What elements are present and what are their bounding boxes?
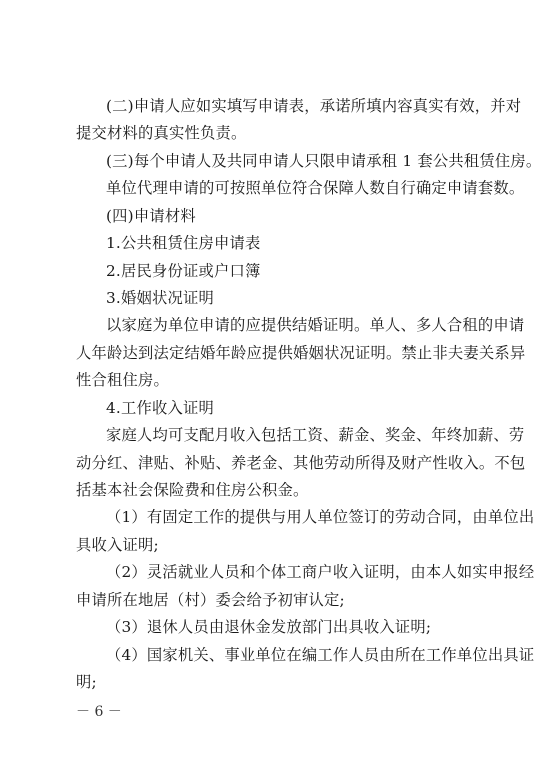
paragraph-line: （3）退休人员由退休金发放部门出具收入证明; [106, 618, 432, 636]
paragraph-line: 括基本社会保险费和住房公积金。 [76, 481, 309, 499]
paragraph-line: （4）国家机关、事业单位在编工作人员由所在工作单位出具证 [106, 646, 535, 664]
page-number: － 6 － [76, 704, 122, 720]
paragraph-line: 单位代理申请的可按照单位符合保障人数自行确定申请套数。 [106, 179, 525, 197]
paragraph-line: (三)每个申请人及共同申请人只限申请承租 1 套公共租赁住房。 [106, 152, 542, 170]
paragraph-line: (二)申请人应如实填写申请表，承诺所填内容真实有效，并对 [106, 97, 522, 115]
paragraph-line: 性合租住房。 [76, 371, 169, 389]
paragraph-line: 提交材料的真实性负责。 [76, 124, 247, 142]
list-item: 4.工作收入证明 [106, 399, 214, 417]
paragraph-line: 动分红、津贴、补贴、养老金、其他劳动所得及财产性收入。不包 [76, 454, 526, 472]
paragraph-line: （2）灵活就业人员和个体工商户收入证明，由本人如实申报经 [106, 563, 535, 581]
paragraph-line: 申请所在地居（村）委会给予初审认定; [76, 591, 345, 609]
paragraph-line: 家庭人均可支配月收入包括工资、薪金、奖金、年终加薪、劳 [106, 426, 525, 444]
paragraph-line: 人年龄达到法定结婚年龄应提供婚姻状况证明。禁止非夫妻关系异 [76, 344, 526, 362]
list-item: 2.居民身份证或户口簿 [106, 262, 261, 280]
section-heading: (四)申请材料 [106, 207, 196, 225]
list-item: 3.婚姻状况证明 [106, 289, 214, 307]
paragraph-line: 具收入证明; [76, 536, 159, 554]
list-item: 1.公共租赁住房申请表 [106, 234, 261, 252]
paragraph-line: 明; [76, 673, 97, 691]
paragraph-line: 以家庭为单位申请的应提供结婚证明。单人、多人合租的申请 [106, 316, 525, 334]
paragraph-line: （1）有固定工作的提供与用人单位签订的劳动合同，由单位出 [106, 508, 535, 526]
